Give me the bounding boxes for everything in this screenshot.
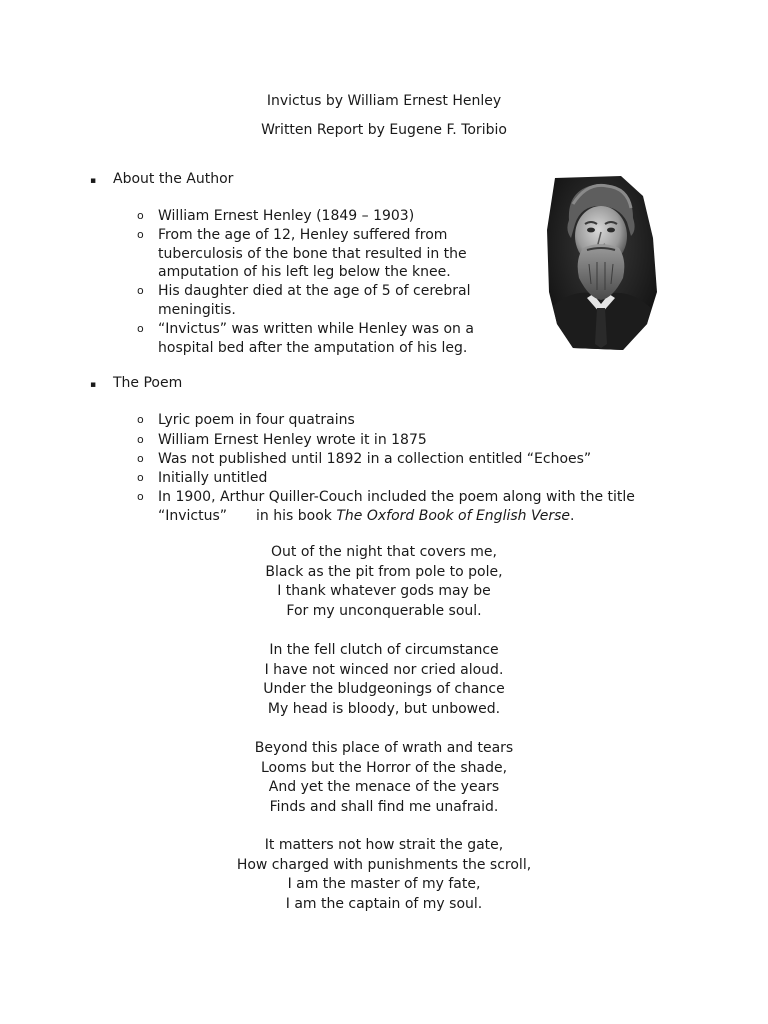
poem-line: Beyond this place of wrath and tears: [254, 740, 514, 756]
list-item-text: “Invictus” was written while Henley was on a: [158, 321, 474, 337]
poem-line: My head is bloody, but unbowed.: [267, 700, 501, 717]
poem-line: For my unconquerable soul.: [286, 602, 482, 619]
list-item-text: Initially untitled: [158, 470, 268, 486]
circle-bullet-icon: o: [137, 471, 144, 484]
list-item-text: In 1900, Arthur Quiller-Couch included the poem along with the title: [158, 489, 635, 505]
square-bullet-icon: ▪: [90, 380, 97, 390]
book-prefix: in his book: [256, 507, 337, 524]
list-item-text-continuation: [158, 507, 635, 526]
book-suffix: .: [570, 507, 575, 524]
poem-line: I am the captain of my soul.: [285, 895, 483, 912]
circle-bullet-icon: o: [137, 228, 144, 241]
square-bullet-icon: ▪: [90, 176, 97, 186]
poem-line: How charged with punishments the scroll,: [236, 856, 532, 873]
list-item-text: amputation of his left leg below the knee.: [158, 264, 451, 280]
poem-line: Looms but the Horror of the shade,: [260, 759, 508, 776]
document-title: Invictus by William Ernest Henley: [266, 93, 502, 109]
poem-line: It matters not how strait the gate,: [264, 837, 504, 853]
section-heading: The Poem: [113, 375, 183, 391]
poem-line: Black as the pit from pole to pole,: [265, 563, 503, 580]
list-item-text: Lyric poem in four quatrains: [158, 412, 355, 428]
list-item-text: tuberculosis of the bone that resulted in the: [158, 245, 467, 262]
poem-stanza: [0, 543, 768, 621]
poem-line: I have not winced nor cried aloud.: [264, 661, 504, 678]
poem-line: Under the bludgeonings of chance: [263, 681, 505, 697]
section-heading: About the Author: [113, 171, 234, 187]
circle-bullet-icon: o: [137, 490, 144, 503]
poem-line: Finds and shall find me unafraid.: [269, 798, 499, 815]
poem-line: And yet the menace of the years: [268, 779, 500, 795]
list-item-text: From the age of 12, Henley suffered from: [158, 227, 448, 243]
book-title: The Oxford Book of English Verse: [336, 507, 570, 524]
poem-line: In the fell clutch of circumstance: [269, 642, 499, 658]
circle-bullet-icon: o: [137, 322, 144, 335]
list-item-text: William Ernest Henley wrote it in 1875: [158, 432, 427, 448]
circle-bullet-icon: o: [137, 284, 144, 297]
poem-stanza: [0, 836, 768, 914]
poem-line: Out of the night that covers me,: [271, 544, 497, 560]
list-item-text: Was not published until 1892 in a collection entitled “Echoes”: [158, 451, 592, 467]
poem-stanza: [0, 739, 768, 817]
circle-bullet-icon: o: [137, 413, 144, 426]
list-item-text: meningitis.: [158, 301, 236, 318]
document-subtitle: Written Report by Eugene F. Toribio: [261, 122, 507, 138]
poem-line: I thank whatever gods may be: [277, 583, 491, 599]
list-item-text: hospital bed after the amputation of his leg.: [158, 339, 468, 356]
circle-bullet-icon: o: [137, 452, 144, 465]
circle-bullet-icon: o: [137, 433, 144, 446]
author-portrait-photo: [547, 174, 657, 350]
invictus-title-quote: “Invictus”: [158, 507, 228, 524]
circle-bullet-icon: o: [137, 209, 144, 222]
list-item-text: William Ernest Henley (1849 – 1903): [158, 208, 415, 224]
poem-line: I am the master of my fate,: [287, 876, 481, 892]
poem-stanza: [0, 641, 768, 719]
list-item-text: His daughter died at the age of 5 of cerebral: [158, 283, 471, 299]
